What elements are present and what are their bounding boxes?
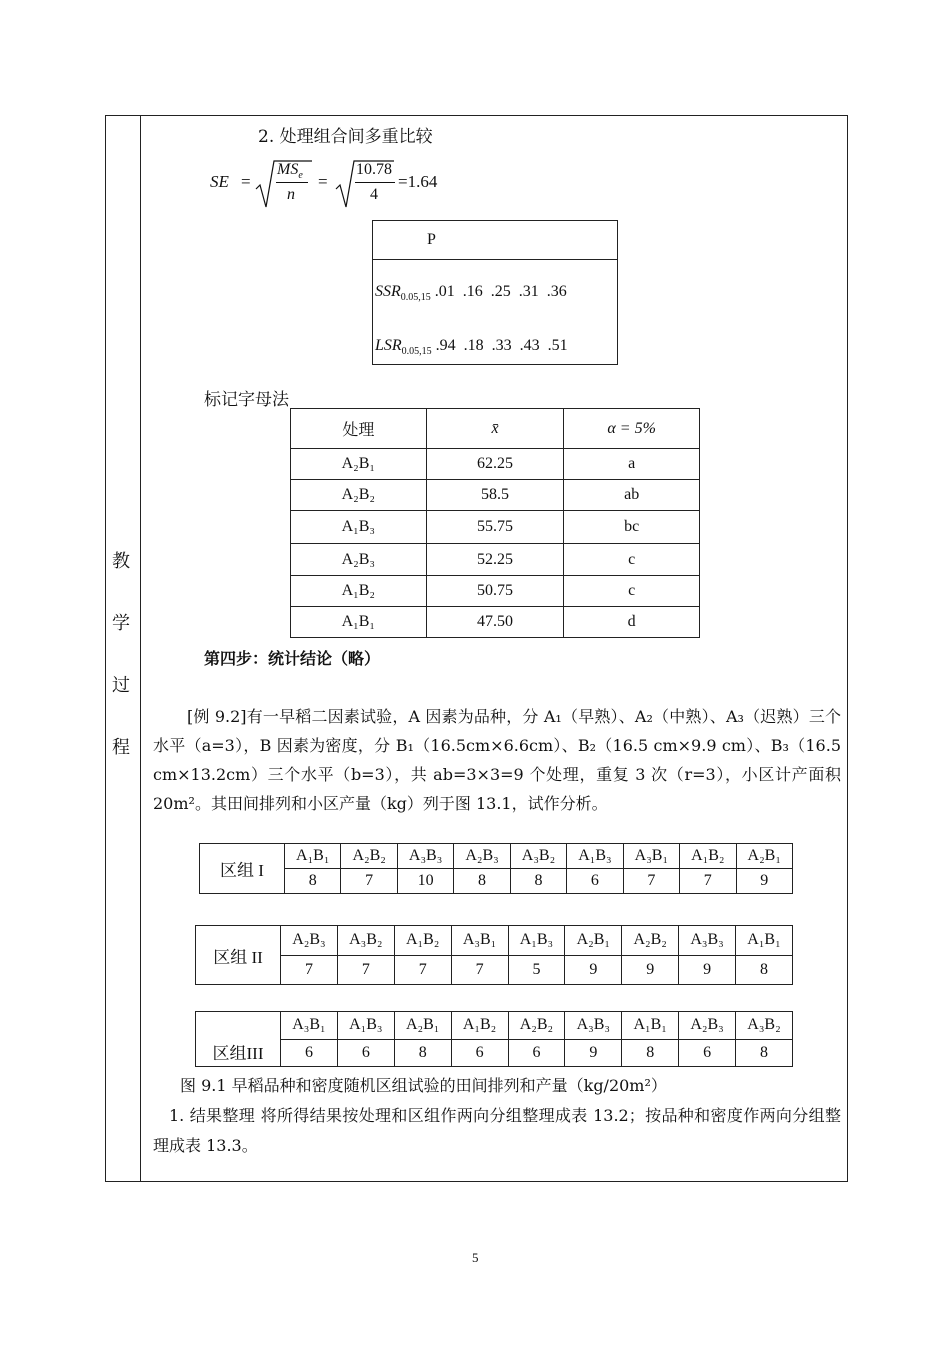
plot-yield: 6 — [508, 1039, 565, 1067]
letter-cell: d — [564, 607, 700, 638]
plot-yield: 9 — [565, 1039, 622, 1067]
mean-cell: 58.5 — [426, 480, 564, 511]
plot-treatment: A₂B₁ — [394, 1012, 451, 1040]
table-header-row — [291, 409, 700, 449]
plot-treatment: A₃B₁ — [623, 844, 679, 869]
plot-treatment: A₃B₂ — [510, 844, 566, 869]
result-paragraph: 1. 结果整理 将所得结果按处理和区组作两向分组整理成表 13.2；按品种和密度作两向分组整理成表 13.3。 — [153, 1106, 841, 1155]
ssr-row: $SSR_{0.05,15}$ .01 .16 .25 .31 .36 — [375, 283, 567, 304]
block-label: 区组 II — [196, 926, 281, 985]
header-alpha: α = 5% — [564, 409, 700, 449]
mean-cell: 62.25 — [426, 449, 564, 480]
block-label: 区组III — [196, 1012, 281, 1067]
treatment-cell: A₂B₁ — [291, 449, 427, 480]
letter-cell: c — [564, 576, 700, 607]
letter-cell: a — [564, 449, 700, 480]
table-row — [291, 607, 700, 638]
yield-row — [200, 869, 793, 894]
plot-yield: 8 — [622, 1039, 679, 1067]
plot-treatment: A₂B₂ — [341, 844, 397, 869]
plot-treatment: A₂B₂ — [508, 1012, 565, 1040]
p-header: P — [427, 231, 436, 248]
plot-treatment: A₃B₃ — [565, 1012, 622, 1040]
plot-yield: 9 — [736, 869, 793, 894]
plot-treatment: A₁B₁ — [622, 1012, 679, 1040]
treatment-cell: A₁B₁ — [291, 607, 427, 638]
plot-yield: 8 — [394, 1039, 451, 1067]
plot-treatment: A₁B₃ — [337, 1012, 394, 1040]
plot-yield: 7 — [394, 955, 451, 985]
plot-yield: 7 — [451, 955, 508, 985]
mark-letter-table — [290, 408, 700, 638]
plot-yield: 8 — [510, 869, 566, 894]
side-label-char: 程 — [112, 737, 130, 758]
frac1-denominator: n — [287, 186, 295, 203]
frac2-numerator: 10.78 — [356, 161, 392, 178]
table-row — [291, 449, 700, 480]
lsr-row: $LSR_{0.05,15}$ .94 .18 .33 .43 .51 — [375, 337, 568, 358]
treatment-cell: A₂B₂ — [291, 480, 427, 511]
plot-treatment: A₁B₃ — [508, 926, 565, 956]
example-paragraph: [例 9.2]有一早稻二因素试验，A 因素为品种，分 A₁（早熟）、A₂（中熟）、A₃（迟熟）三个水平（a=3），B 因素为密度，分 B₁（16.5cm×6.6cm）、B₂（16.5 cm×9.9 cm）、B₃（16.5 cm×13.2cm）三个水平（b=3），共 ab=3×3=9 个处理，重复 3 次（r=3），小区计产面积 20m²。其田间排列和小区产量（kg）列于图 13.1，试作分析。 — [153, 707, 841, 813]
mark-method-title: 标记字母法 — [204, 390, 289, 410]
plot-yield: 9 — [622, 955, 679, 985]
plot-yield: 6 — [337, 1039, 394, 1067]
field-block-3 — [195, 1011, 793, 1067]
side-label-char: 学 — [112, 613, 130, 634]
plot-treatment: A₂B₁ — [565, 926, 622, 956]
plot-treatment: A₂B₁ — [736, 844, 793, 869]
section-title: 2. 处理组合间多重比较 — [258, 127, 433, 147]
plot-yield: 8 — [285, 869, 341, 894]
plot-yield: 9 — [565, 955, 622, 985]
plot-treatment: A₁B₁ — [736, 926, 793, 956]
mean-cell: 55.75 — [426, 511, 564, 544]
plot-treatment: A₁B₁ — [285, 844, 341, 869]
plot-yield: 7 — [680, 869, 736, 894]
side-label-char: 过 — [112, 675, 130, 696]
p-table — [372, 220, 618, 365]
plot-yield: 7 — [337, 955, 394, 985]
treatment-row — [200, 844, 793, 869]
yield-row — [196, 955, 793, 985]
plot-yield: 7 — [281, 955, 338, 985]
mean-cell: 52.25 — [426, 544, 564, 576]
treatment-cell: A₂B₃ — [291, 544, 427, 576]
plot-treatment: A₁B₂ — [451, 1012, 508, 1040]
se-formula: SE = $MS_e$ n = 10.78 4 =1.64 — [210, 155, 450, 211]
table-row — [291, 511, 700, 544]
figure-caption: 图 9.1 早稻品种和密度随机区组试验的田间排列和产量（kg/20m²） — [180, 1076, 667, 1095]
frac2-denominator: 4 — [370, 186, 378, 203]
side-label-char: 教 — [112, 551, 130, 572]
letter-cell: bc — [564, 511, 700, 544]
frac1-numerator: $MS_e$ — [277, 161, 303, 182]
mean-cell: 50.75 — [426, 576, 564, 607]
plot-yield: 6 — [281, 1039, 338, 1067]
plot-treatment: A₁B₂ — [394, 926, 451, 956]
page-number: 5 — [472, 1250, 479, 1265]
plot-yield: 7 — [341, 869, 397, 894]
field-block-2 — [195, 925, 793, 985]
plot-yield: 7 — [623, 869, 679, 894]
field-block-1 — [199, 843, 793, 894]
plot-treatment: A₂B₃ — [281, 926, 338, 956]
plot-yield: 6 — [451, 1039, 508, 1067]
header-mean: x̄ — [426, 409, 564, 449]
treatment-cell: A₁B₃ — [291, 511, 427, 544]
plot-treatment: A₃B₂ — [736, 1012, 793, 1040]
header-treatment: 处理 — [291, 409, 427, 449]
plot-yield: 8 — [454, 869, 510, 894]
plot-yield: 6 — [567, 869, 623, 894]
plot-treatment: A₂B₂ — [622, 926, 679, 956]
plot-treatment: A₃B₁ — [281, 1012, 338, 1040]
plot-treatment: A₂B₃ — [679, 1012, 736, 1040]
plot-yield: 6 — [679, 1039, 736, 1067]
table-row — [291, 576, 700, 607]
plot-treatment: A₁B₃ — [567, 844, 623, 869]
letter-cell: c — [564, 544, 700, 576]
letter-cell: ab — [564, 480, 700, 511]
table-row — [291, 544, 700, 576]
step4-heading: 第四步：统计结论（略） — [204, 649, 381, 668]
se-result: =1.64 — [398, 172, 438, 191]
plot-treatment: A₂B₃ — [454, 844, 510, 869]
column-divider — [140, 115, 141, 1182]
mean-cell: 47.50 — [426, 607, 564, 638]
plot-yield: 8 — [736, 1039, 793, 1067]
treatment-cell: A₁B₂ — [291, 576, 427, 607]
treatment-row — [196, 926, 793, 956]
plot-treatment: A₃B₃ — [679, 926, 736, 956]
plot-yield: 8 — [736, 955, 793, 985]
plot-treatment: A₃B₁ — [451, 926, 508, 956]
plot-yield: 5 — [508, 955, 565, 985]
block-label: 区组 I — [200, 844, 285, 894]
treatment-row — [196, 1012, 793, 1040]
plot-yield: 9 — [679, 955, 736, 985]
yield-row — [196, 1039, 793, 1067]
p-table-header-row — [373, 221, 617, 260]
table-row — [291, 480, 700, 511]
plot-treatment: A₁B₂ — [680, 844, 736, 869]
plot-treatment: A₃B₂ — [337, 926, 394, 956]
plot-treatment: A₃B₃ — [397, 844, 453, 869]
plot-yield: 10 — [397, 869, 453, 894]
